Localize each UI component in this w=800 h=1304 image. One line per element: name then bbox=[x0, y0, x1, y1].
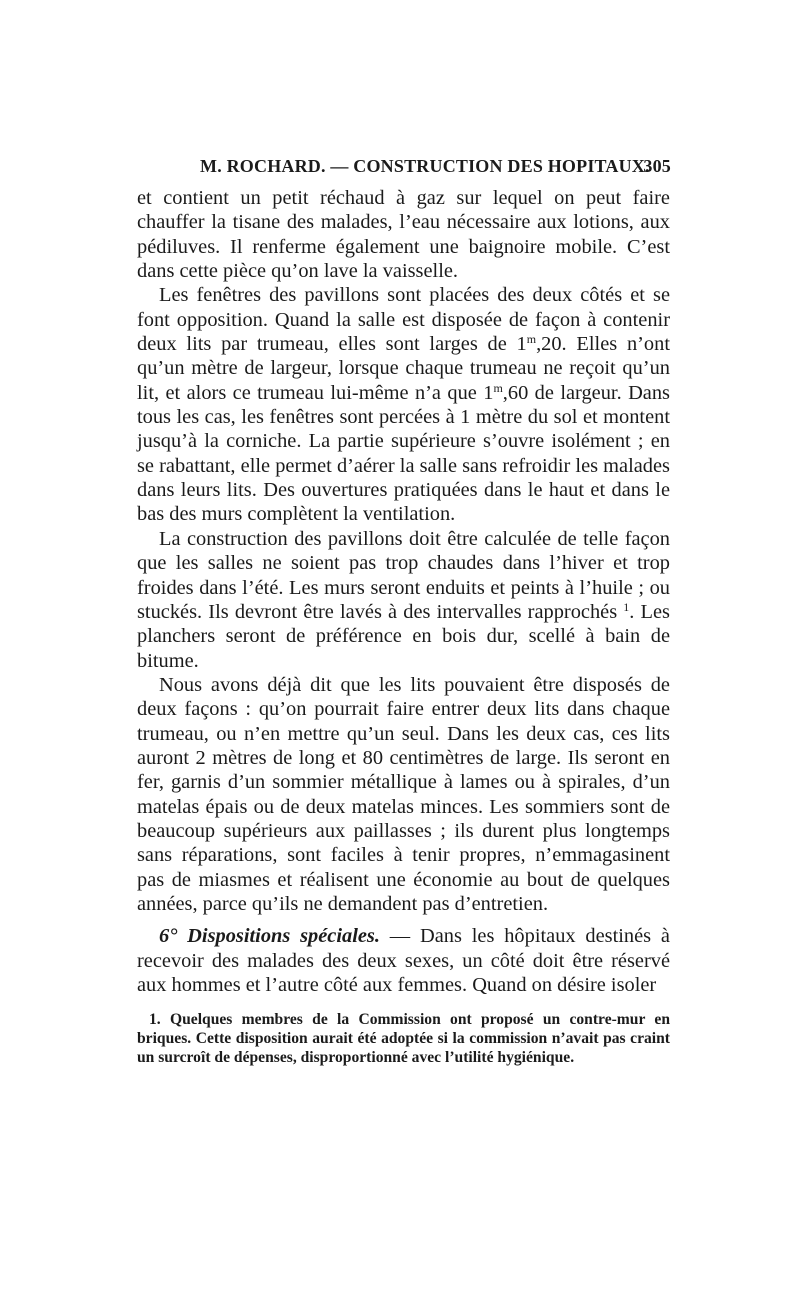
section-heading: 6° Dispositions spéciales. bbox=[159, 925, 380, 948]
running-title: M. ROCHARD. — CONSTRUCTION DES HOPITAUX. bbox=[200, 156, 650, 176]
footnote: 1. Quelques membres de la Commission ont proposé un contre-mur en briques. Cette disposition aurait été adoptée si la commission n’avait pas craint un surcroît de dépenses, disproportionné avec l’utilité hygiénique. bbox=[137, 1011, 670, 1066]
paragraph-windows: Les fenêtres des pavillons sont placées des deux côtés et se font opposition. Quand la salle est disposée de façon à contenir deux lits par trumeau, elles sont larges de 1$^m$,20. Elles n’ont qu’un mètre de largeur, lorsque chaque trumeau ne reçoit qu’un lit, et alors ce trumeau lui-même n’a que 1$^m$,60 de largeur. Dans tous les cas, les fenêtres sont percées à 1 mètre du sol et montent jusqu’à la corniche. La partie supérieure s’ouvre isolément ; en se rabattant, elle permet d’aérer la salle sans refroidir les malades dans leurs lits. Des ouvertures pratiquées dans le haut et dans le bas des murs complètent la ventilation. bbox=[137, 284, 670, 526]
unit-superscript: m bbox=[526, 332, 537, 347]
book-page bbox=[137, 152, 670, 1067]
paragraph-continuation: et contient un petit réchaud à gaz sur lequel on peut faire chauffer la tisane des malades, l’eau nécessaire aux lotions, aux pédiluves. Il renferme également une baignoire mobile. C’est dans cette pièce qu’on lave la vaisselle. bbox=[137, 187, 670, 283]
section-text: — Dans les hôpitaux destinés à recevoir des malades des deux sexes, un côté doit être réservé aux hommes et l’autre côté aux femmes. Quand on désire isoler bbox=[137, 925, 670, 996]
footnotes bbox=[137, 1011, 670, 1067]
running-header bbox=[137, 152, 670, 186]
page-number: 305 bbox=[643, 156, 671, 176]
paragraph-construction: La construction des pavillons doit être calculée de telle façon que les salles ne soient pas trop chaudes dans l’hiver et trop froides dans l’été. Les murs seront enduits et peints à l’huile ; ou stuckés. Ils devront être lavés à des intervalles rapprochés $^1$. Les planchers seront de préférence en bois dur, scellé à bain de bitume. bbox=[137, 527, 670, 672]
body-text bbox=[137, 186, 670, 997]
section-dispositions bbox=[137, 924, 670, 997]
unit-superscript: m bbox=[493, 380, 503, 395]
paragraph-beds: Nous avons déjà dit que les lits pouvaient être disposés de deux façons : qu’on pourrait faire entrer deux lits dans chaque trumeau, ou n’en mettre qu’un seul. Dans les deux cas, ces lits auront 2 mètres de long et 80 centimètres de large. Ils seront en fer, garnis d’un sommier métallique à lames ou à spirales, d’un matelas épais ou de deux matelas minces. Les sommiers sont de beaucoup supérieurs aux paillasses ; ils durent plus longtemps sans réparations, sont faciles à tenir propres, n’emmagasinent pas de miasmes et réalisent une économie au bout de quelques années, parce qu’ils ne demandent pas d’entretien. bbox=[137, 673, 670, 915]
footnote-reference: 1 bbox=[623, 599, 630, 614]
